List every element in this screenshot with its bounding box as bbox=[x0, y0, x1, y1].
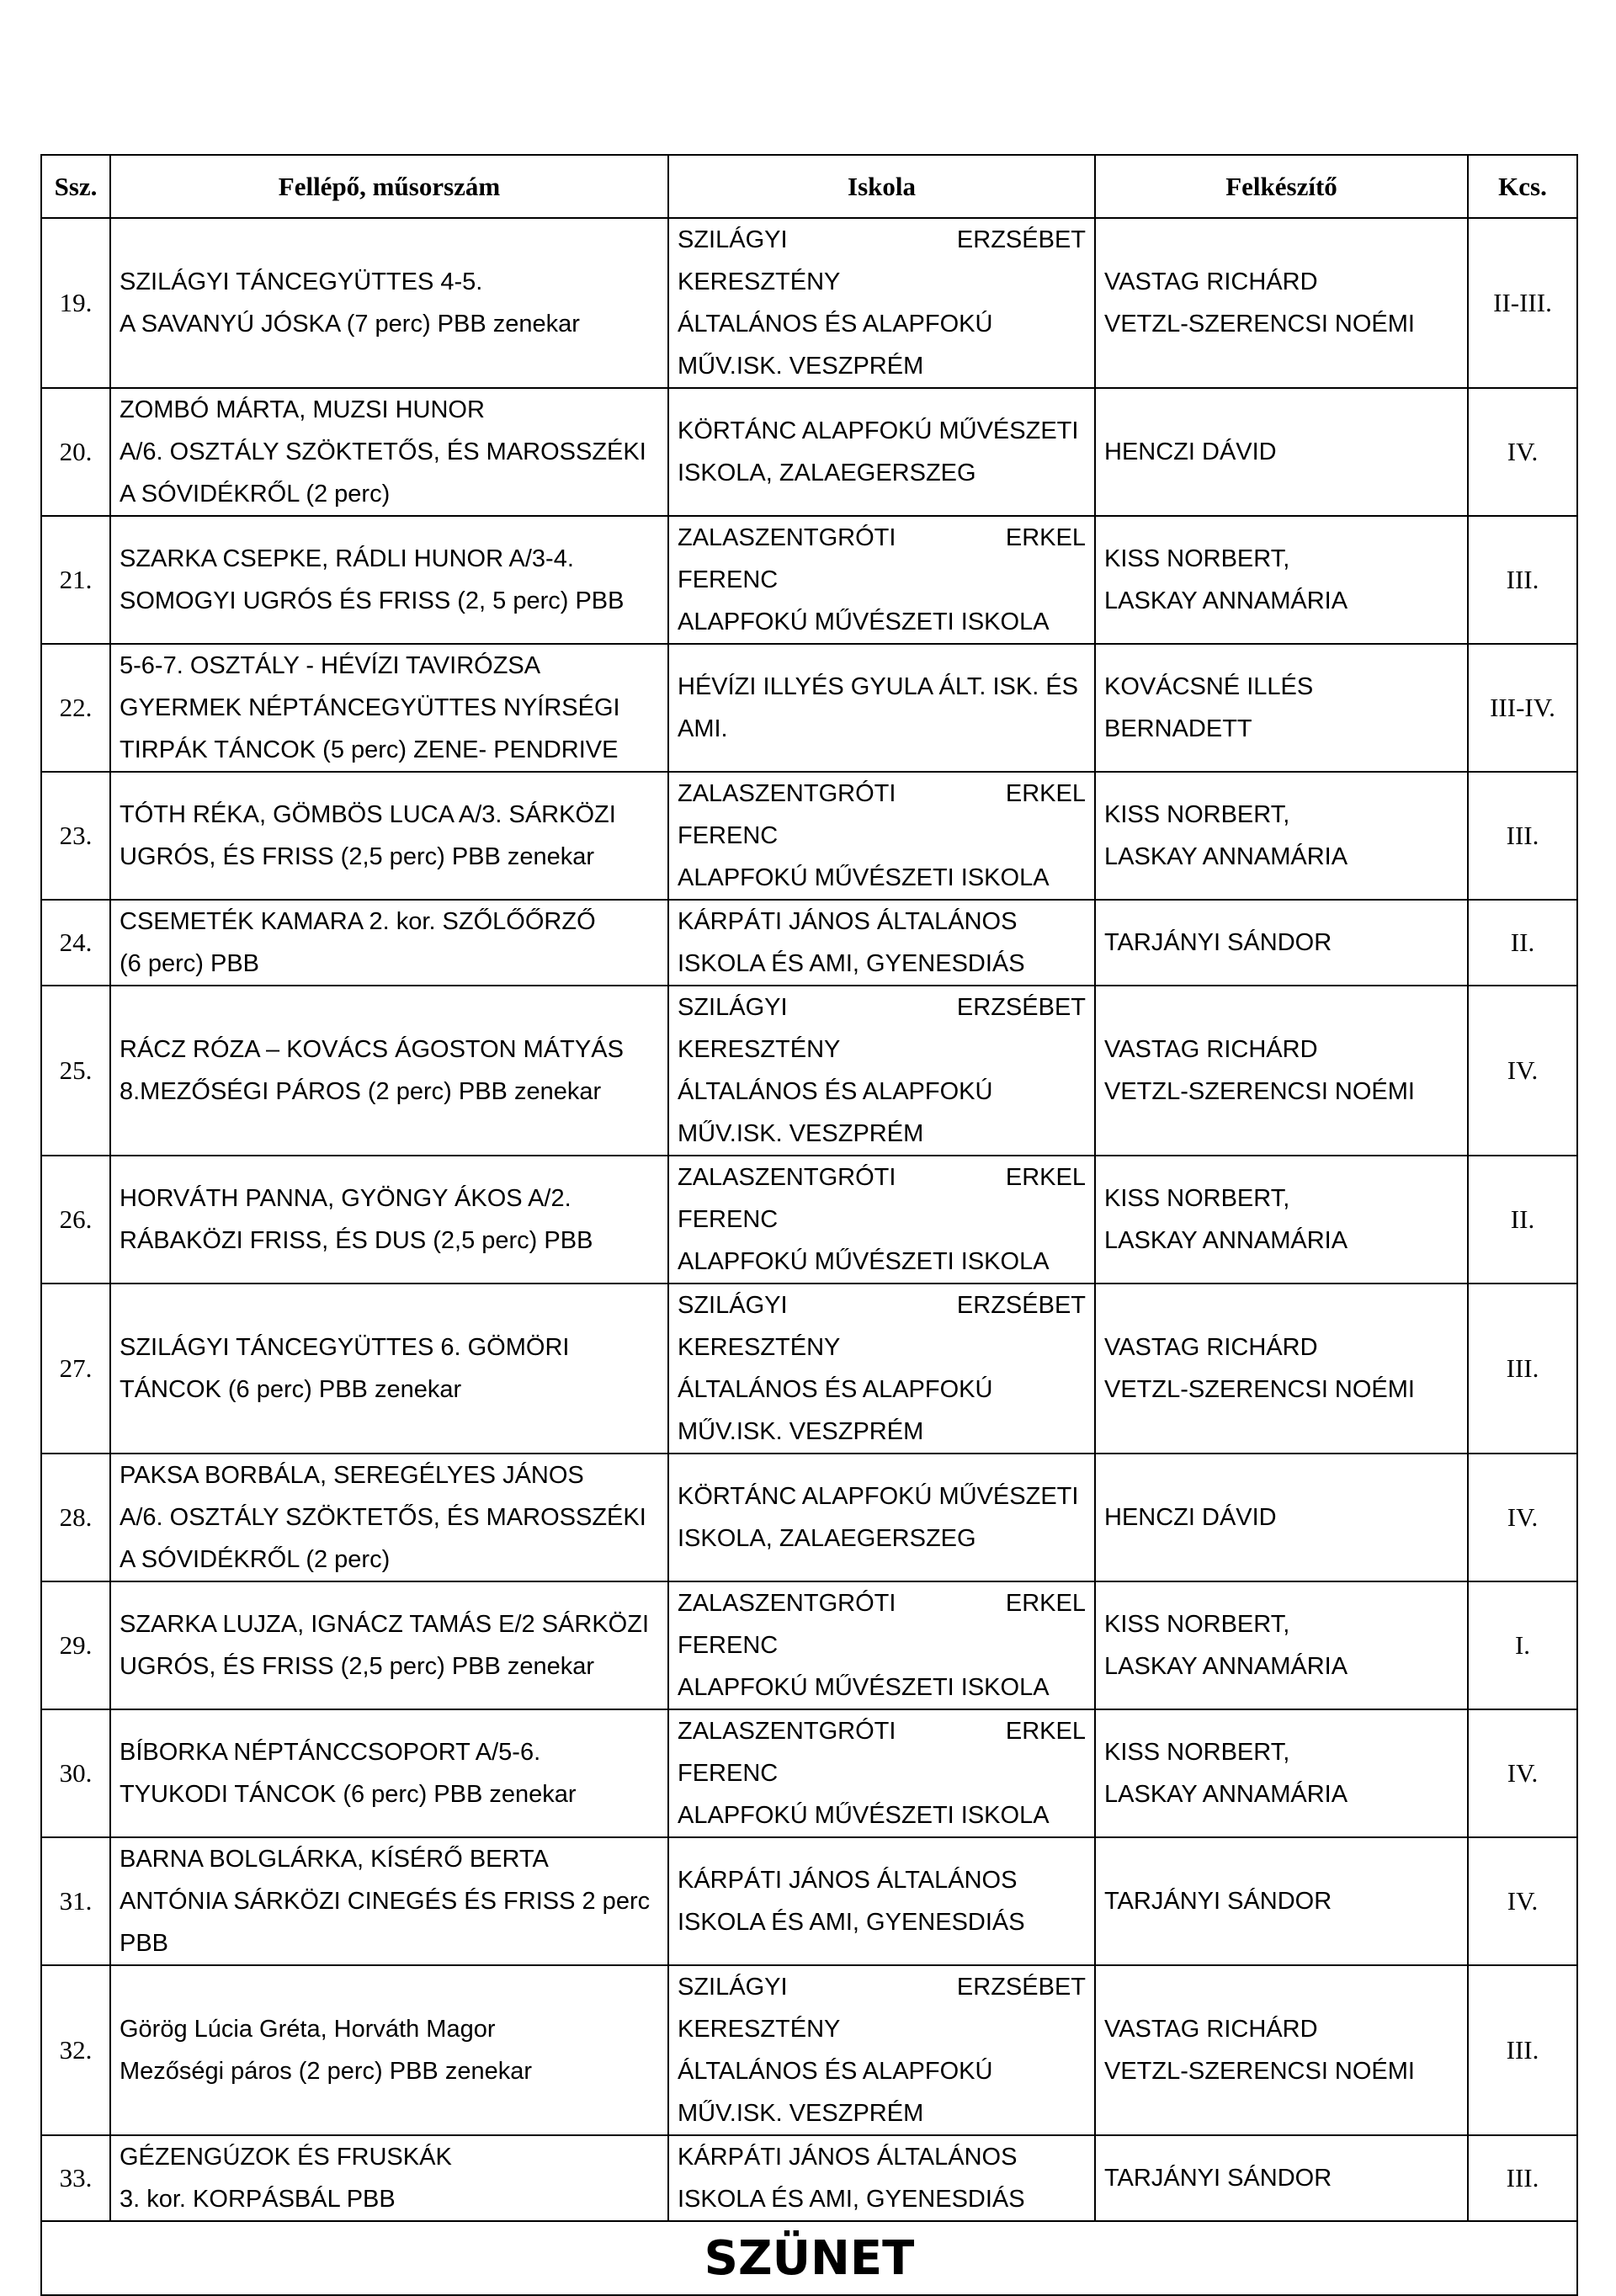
row-number: 22. bbox=[41, 644, 110, 772]
performer-cell bbox=[110, 218, 668, 388]
table-row bbox=[41, 2135, 1577, 2221]
table-row bbox=[41, 388, 1577, 516]
row-number: 25. bbox=[41, 986, 110, 1156]
school-cell-line: ISKOLA ÉS AMI, GYENESDIÁS bbox=[678, 950, 1025, 977]
school-cell bbox=[668, 1156, 1095, 1284]
school-cell-line: SZILÁGYI ERZSÉBET KERESZTÉNY bbox=[678, 1292, 1086, 1361]
coach-cell-line: LASKAY ANNAMÁRIA bbox=[1104, 1653, 1348, 1680]
school-cell-line: KÖRTÁNC ALAPFOKÚ MŰVÉSZETI bbox=[678, 1483, 1079, 1510]
school-cell-line: ZALASZENTGRÓTI ERKEL FERENC bbox=[678, 524, 1086, 593]
coach-cell bbox=[1095, 388, 1468, 516]
school-cell bbox=[668, 2135, 1095, 2221]
row-number: 24. bbox=[41, 900, 110, 986]
coach-cell-line: TARJÁNYI SÁNDOR bbox=[1104, 2165, 1332, 2192]
coach-cell-line: VETZL-SZERENCSI NOÉMI bbox=[1104, 1376, 1415, 1403]
coach-cell-line: KOVÁCSNÉ ILLÉS bbox=[1104, 673, 1314, 700]
school-cell bbox=[668, 516, 1095, 644]
school-cell-line: MŰV.ISK. VESZPRÉM bbox=[678, 353, 924, 380]
coach-cell-line: LASKAY ANNAMÁRIA bbox=[1104, 843, 1348, 870]
school-cell-line: KÖRTÁNC ALAPFOKÚ MŰVÉSZETI bbox=[678, 417, 1079, 444]
coach-cell bbox=[1095, 1837, 1468, 1965]
category-cell: IV. bbox=[1468, 986, 1577, 1156]
performer-cell-line: RÁBAKÖZI FRISS, ÉS DUS (2,5 perc) PBB bbox=[120, 1227, 593, 1254]
performer-cell-line: A SÓVIDÉKRŐL (2 perc) bbox=[120, 481, 391, 508]
school-cell-line: ISKOLA, ZALAEGERSZEG bbox=[678, 1525, 976, 1552]
table-row bbox=[41, 986, 1577, 1156]
performer-cell-line: HORVÁTH PANNA, GYÖNGY ÁKOS A/2. bbox=[120, 1185, 571, 1212]
school-cell bbox=[668, 1581, 1095, 1709]
coach-cell bbox=[1095, 516, 1468, 644]
performer-cell-line: BARNA BOLGLÁRKA, KÍSÉRŐ BERTA bbox=[120, 1846, 549, 1873]
school-cell-line: KÁRPÁTI JÁNOS ÁLTALÁNOS bbox=[678, 908, 1018, 935]
coach-cell-line: KISS NORBERT, bbox=[1104, 801, 1290, 828]
performer-cell-line: ANTÓNIA SÁRKÖZI CINEGÉS ÉS FRISS 2 perc bbox=[120, 1888, 651, 1915]
coach-cell-line: KISS NORBERT, bbox=[1104, 545, 1290, 572]
table-row bbox=[41, 1284, 1577, 1454]
performer-cell-line: SOMOGYI UGRÓS ÉS FRISS (2, 5 perc) PBB bbox=[120, 587, 625, 614]
performer-cell-line: PAKSA BORBÁLA, SEREGÉLYES JÁNOS bbox=[120, 1462, 584, 1489]
school-cell-line: ALAPFOKÚ MŰVÉSZETI ISKOLA bbox=[678, 1248, 1050, 1275]
table-header-row bbox=[41, 155, 1577, 218]
header-performer: Fellépő, műsorszám bbox=[110, 155, 668, 218]
performer-cell bbox=[110, 1156, 668, 1284]
school-cell-line: ZALASZENTGRÓTI ERKEL FERENC bbox=[678, 780, 1086, 849]
coach-cell-line: LASKAY ANNAMÁRIA bbox=[1104, 587, 1348, 614]
performer-cell-line: Mezőségi páros (2 perc) PBB zenekar bbox=[120, 2058, 532, 2085]
header-school: Iskola bbox=[668, 155, 1095, 218]
performer-cell bbox=[110, 986, 668, 1156]
coach-cell bbox=[1095, 1965, 1468, 2135]
school-cell-line: SZILÁGYI ERZSÉBET KERESZTÉNY bbox=[678, 226, 1086, 295]
school-cell-line: ISKOLA, ZALAEGERSZEG bbox=[678, 460, 976, 486]
school-cell-line: ISKOLA ÉS AMI, GYENESDIÁS bbox=[678, 2186, 1025, 2213]
performer-cell bbox=[110, 1284, 668, 1454]
program-table bbox=[40, 154, 1578, 2296]
category-cell: IV. bbox=[1468, 1837, 1577, 1965]
coach-cell-line: HENCZI DÁVID bbox=[1104, 438, 1277, 465]
row-number: 30. bbox=[41, 1709, 110, 1837]
school-cell bbox=[668, 388, 1095, 516]
school-cell-line: ISKOLA ÉS AMI, GYENESDIÁS bbox=[678, 1909, 1025, 1936]
category-cell: III. bbox=[1468, 772, 1577, 900]
coach-cell bbox=[1095, 644, 1468, 772]
table-row bbox=[41, 1837, 1577, 1965]
table-row bbox=[41, 1709, 1577, 1837]
school-cell bbox=[668, 1709, 1095, 1837]
performer-cell-line: SZARKA LUJZA, IGNÁCZ TAMÁS E/2 SÁRKÖZI bbox=[120, 1611, 650, 1638]
school-cell bbox=[668, 772, 1095, 900]
performer-cell-line: TYUKODI TÁNCOK (6 perc) PBB zenekar bbox=[120, 1781, 577, 1808]
performer-cell-line: 5-6-7. OSZTÁLY - HÉVÍZI TAVIRÓZSA bbox=[120, 652, 541, 679]
coach-cell-line: KISS NORBERT, bbox=[1104, 1611, 1290, 1638]
table-row bbox=[41, 1965, 1577, 2135]
coach-cell-line: VETZL-SZERENCSI NOÉMI bbox=[1104, 311, 1415, 337]
school-cell-line: ALAPFOKÚ MŰVÉSZETI ISKOLA bbox=[678, 864, 1050, 891]
coach-cell-line: VASTAG RICHÁRD bbox=[1104, 268, 1318, 295]
school-cell-line: HÉVÍZI ILLYÉS GYULA ÁLT. ISK. ÉS bbox=[678, 673, 1079, 700]
performer-cell-line: SZILÁGYI TÁNCEGYÜTTES 4-5. bbox=[120, 268, 483, 295]
school-cell-line: SZILÁGYI ERZSÉBET KERESZTÉNY bbox=[678, 994, 1086, 1063]
school-cell-line: SZILÁGYI ERZSÉBET KERESZTÉNY bbox=[678, 1974, 1086, 2043]
row-number: 23. bbox=[41, 772, 110, 900]
coach-cell-line: VASTAG RICHÁRD bbox=[1104, 1036, 1318, 1063]
performer-cell-line: A/6. OSZTÁLY SZÖKTETŐS, ÉS MAROSSZÉKI bbox=[120, 438, 646, 465]
school-cell bbox=[668, 1837, 1095, 1965]
school-cell-line: ZALASZENTGRÓTI ERKEL FERENC bbox=[678, 1164, 1086, 1233]
coach-cell-line: LASKAY ANNAMÁRIA bbox=[1104, 1781, 1348, 1808]
school-cell-line: ALAPFOKÚ MŰVÉSZETI ISKOLA bbox=[678, 1802, 1050, 1829]
school-cell-line: ÁLTALÁNOS ÉS ALAPFOKÚ bbox=[678, 311, 993, 337]
performer-cell bbox=[110, 516, 668, 644]
category-cell: II. bbox=[1468, 900, 1577, 986]
row-number: 31. bbox=[41, 1837, 110, 1965]
coach-cell bbox=[1095, 218, 1468, 388]
performer-cell-line: A SAVANYÚ JÓSKA (7 perc) PBB zenekar bbox=[120, 311, 580, 337]
school-cell bbox=[668, 900, 1095, 986]
performer-cell-line: A/6. OSZTÁLY SZÖKTETŐS, ÉS MAROSSZÉKI bbox=[120, 1504, 646, 1531]
school-cell-line: AMI. bbox=[678, 715, 728, 742]
performer-cell-line: CSEMETÉK KAMARA 2. kor. SZŐLŐŐRZŐ bbox=[120, 908, 596, 935]
category-cell: II-III. bbox=[1468, 218, 1577, 388]
header-coach: Felkészítő bbox=[1095, 155, 1468, 218]
table-row bbox=[41, 1581, 1577, 1709]
performer-cell bbox=[110, 1581, 668, 1709]
school-cell-line: ALAPFOKÚ MŰVÉSZETI ISKOLA bbox=[678, 1674, 1050, 1701]
performer-cell-line: GYERMEK NÉPTÁNCEGYÜTTES NYÍRSÉGI bbox=[120, 694, 620, 721]
school-cell-line: MŰV.ISK. VESZPRÉM bbox=[678, 2100, 924, 2127]
performer-cell bbox=[110, 2135, 668, 2221]
coach-cell bbox=[1095, 900, 1468, 986]
category-cell: IV. bbox=[1468, 1709, 1577, 1837]
school-cell-line: ZALASZENTGRÓTI ERKEL FERENC bbox=[678, 1718, 1086, 1787]
school-cell-line: ZALASZENTGRÓTI ERKEL FERENC bbox=[678, 1590, 1086, 1659]
performer-cell bbox=[110, 1709, 668, 1837]
performer-cell bbox=[110, 1965, 668, 2135]
school-cell-line: ALAPFOKÚ MŰVÉSZETI ISKOLA bbox=[678, 609, 1050, 635]
performer-cell-line: BÍBORKA NÉPTÁNCCSOPORT A/5-6. bbox=[120, 1739, 541, 1766]
school-cell-line: MŰV.ISK. VESZPRÉM bbox=[678, 1418, 924, 1445]
performer-cell bbox=[110, 900, 668, 986]
table-body bbox=[41, 218, 1577, 2221]
category-cell: III. bbox=[1468, 516, 1577, 644]
category-cell: I. bbox=[1468, 1581, 1577, 1709]
school-cell bbox=[668, 644, 1095, 772]
school-cell bbox=[668, 1965, 1095, 2135]
table-row bbox=[41, 900, 1577, 986]
performer-cell-line: A SÓVIDÉKRŐL (2 perc) bbox=[120, 1546, 391, 1573]
performer-cell-line: UGRÓS, ÉS FRISS (2,5 perc) PBB zenekar bbox=[120, 1653, 595, 1680]
performer-cell-line: 8.MEZŐSÉGI PÁROS (2 perc) PBB zenekar bbox=[120, 1078, 602, 1105]
performer-cell-line: SZILÁGYI TÁNCEGYÜTTES 6. GÖMÖRI bbox=[120, 1334, 570, 1361]
coach-cell-line: VASTAG RICHÁRD bbox=[1104, 2016, 1318, 2043]
category-cell: IV. bbox=[1468, 1454, 1577, 1581]
row-number: 33. bbox=[41, 2135, 110, 2221]
coach-cell-line: TARJÁNYI SÁNDOR bbox=[1104, 929, 1332, 956]
row-number: 29. bbox=[41, 1581, 110, 1709]
coach-cell bbox=[1095, 1709, 1468, 1837]
performer-cell bbox=[110, 1454, 668, 1581]
category-cell: III. bbox=[1468, 2135, 1577, 2221]
table-row bbox=[41, 772, 1577, 900]
break-label: SZÜNET bbox=[41, 2221, 1577, 2295]
category-cell: III-IV. bbox=[1468, 644, 1577, 772]
performer-cell-line: RÁCZ RÓZA – KOVÁCS ÁGOSTON MÁTYÁS bbox=[120, 1036, 624, 1063]
category-cell: II. bbox=[1468, 1156, 1577, 1284]
coach-cell-line: HENCZI DÁVID bbox=[1104, 1504, 1277, 1531]
performer-cell-line: SZARKA CSEPKE, RÁDLI HUNOR A/3-4. bbox=[120, 545, 574, 572]
performer-cell bbox=[110, 1837, 668, 1965]
performer-cell bbox=[110, 644, 668, 772]
school-cell-line: ÁLTALÁNOS ÉS ALAPFOKÚ bbox=[678, 1376, 993, 1403]
table-row bbox=[41, 516, 1577, 644]
performer-cell-line: TIRPÁK TÁNCOK (5 perc) ZENE- PENDRIVE bbox=[120, 736, 619, 763]
school-cell-line: MŰV.ISK. VESZPRÉM bbox=[678, 1120, 924, 1147]
coach-cell bbox=[1095, 1284, 1468, 1454]
coach-cell-line: VASTAG RICHÁRD bbox=[1104, 1334, 1318, 1361]
coach-cell-line: BERNADETT bbox=[1104, 715, 1252, 742]
coach-cell bbox=[1095, 2135, 1468, 2221]
row-number: 26. bbox=[41, 1156, 110, 1284]
performer-cell bbox=[110, 772, 668, 900]
school-cell bbox=[668, 1454, 1095, 1581]
coach-cell bbox=[1095, 772, 1468, 900]
coach-cell-line: VETZL-SZERENCSI NOÉMI bbox=[1104, 1078, 1415, 1105]
coach-cell bbox=[1095, 986, 1468, 1156]
category-cell: IV. bbox=[1468, 388, 1577, 516]
school-cell-line: KÁRPÁTI JÁNOS ÁLTALÁNOS bbox=[678, 1867, 1018, 1894]
row-number: 20. bbox=[41, 388, 110, 516]
coach-cell bbox=[1095, 1454, 1468, 1581]
row-number: 27. bbox=[41, 1284, 110, 1454]
table-row bbox=[41, 1454, 1577, 1581]
performer-cell-line: ZOMBÓ MÁRTA, MUZSI HUNOR bbox=[120, 396, 485, 423]
performer-cell bbox=[110, 388, 668, 516]
coach-cell-line: TARJÁNYI SÁNDOR bbox=[1104, 1888, 1332, 1915]
row-number: 19. bbox=[41, 218, 110, 388]
school-cell bbox=[668, 986, 1095, 1156]
school-cell-line: ÁLTALÁNOS ÉS ALAPFOKÚ bbox=[678, 1078, 993, 1105]
performer-cell-line: PBB bbox=[120, 1930, 169, 1957]
row-number: 28. bbox=[41, 1454, 110, 1581]
school-cell-line: ÁLTALÁNOS ÉS ALAPFOKÚ bbox=[678, 2058, 993, 2085]
coach-cell bbox=[1095, 1156, 1468, 1284]
category-cell: III. bbox=[1468, 1965, 1577, 2135]
performer-cell-line: 3. kor. KORPÁSBÁL PBB bbox=[120, 2186, 396, 2213]
school-cell-line: KÁRPÁTI JÁNOS ÁLTALÁNOS bbox=[678, 2144, 1018, 2171]
coach-cell-line: KISS NORBERT, bbox=[1104, 1185, 1290, 1212]
performer-cell-line: UGRÓS, ÉS FRISS (2,5 perc) PBB zenekar bbox=[120, 843, 595, 870]
coach-cell-line: KISS NORBERT, bbox=[1104, 1739, 1290, 1766]
table-row bbox=[41, 644, 1577, 772]
header-category: Kcs. bbox=[1468, 155, 1577, 218]
school-cell bbox=[668, 1284, 1095, 1454]
coach-cell bbox=[1095, 1581, 1468, 1709]
coach-cell-line: VETZL-SZERENCSI NOÉMI bbox=[1104, 2058, 1415, 2085]
table-row bbox=[41, 1156, 1577, 1284]
performer-cell-line: (6 perc) PBB bbox=[120, 950, 259, 977]
table-row bbox=[41, 218, 1577, 388]
row-number: 32. bbox=[41, 1965, 110, 2135]
row-number: 21. bbox=[41, 516, 110, 644]
performer-cell-line: Görög Lúcia Gréta, Horváth Magor bbox=[120, 2016, 496, 2043]
coach-cell-line: LASKAY ANNAMÁRIA bbox=[1104, 1227, 1348, 1254]
school-cell bbox=[668, 218, 1095, 388]
performer-cell-line: TÓTH RÉKA, GÖMBÖS LUCA A/3. SÁRKÖZI bbox=[120, 801, 616, 828]
performer-cell-line: TÁNCOK (6 perc) PBB zenekar bbox=[120, 1376, 462, 1403]
category-cell: III. bbox=[1468, 1284, 1577, 1454]
performer-cell-line: GÉZENGÚZOK ÉS FRUSKÁK bbox=[120, 2144, 452, 2171]
header-ssz: Ssz. bbox=[41, 155, 110, 218]
